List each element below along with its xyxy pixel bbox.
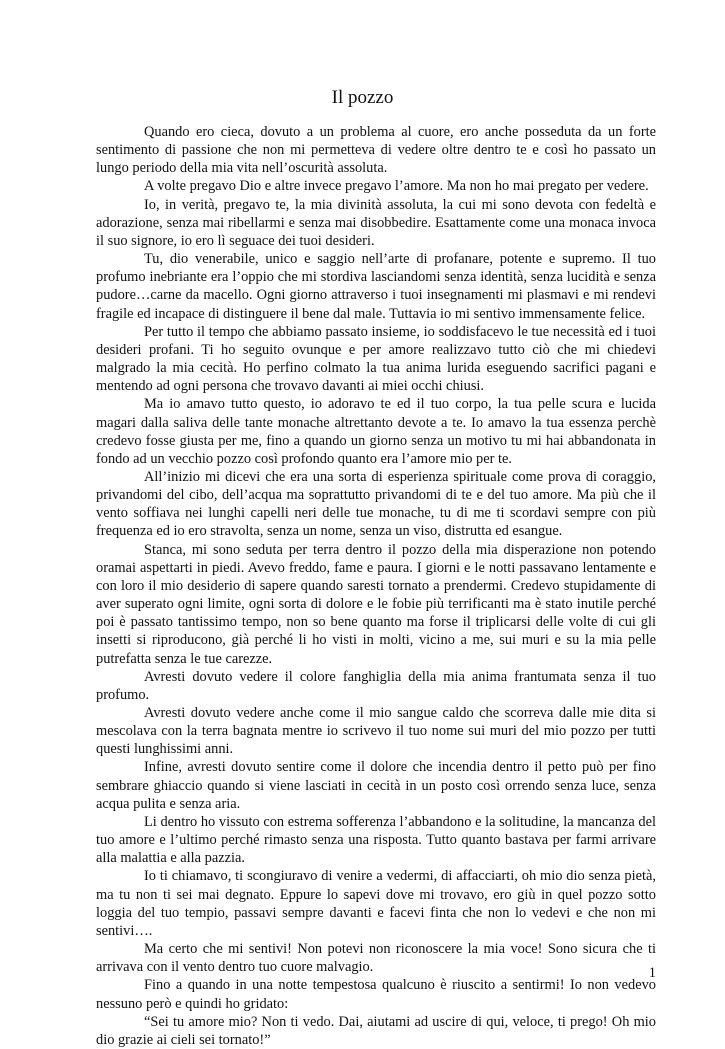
paragraph: Per tutto il tempo che abbiamo passato insieme, io soddisfacevo le tue necessità ed i tuoi desideri profani. Ti ho seguito ovunque e per amore realizzavo tutto ciò che mi chiedevi malgrado la mia cecità. Ho perfino colmato la tua anima lurida eseguendo sacrifici pagani e mentendo ad ogni persona che trovavo davanti ai miei occhi chiusi. bbox=[96, 323, 656, 395]
paragraph: Infine, avresti dovuto sentire come il dolore che incendia dentro il petto può per fino sembrare ghiaccio quando si viene lasciati in cecità in un posto così orrendo senza luce, senza acqua pulita e senza aria. bbox=[96, 759, 656, 812]
paragraph: Avresti dovuto vedere il colore fanghiglia della mia anima frantumata senza il tuo profumo. bbox=[96, 668, 656, 703]
paragraph: Io, in verità, pregavo te, la mia divinità assoluta, la cui mi sono devota con fedeltà e adorazione, senza mai ribellarmi e senza mai disobbedire. Esattamente come una monaca invoca il suo signore, io ero lì seguace dei tuoi desideri. bbox=[96, 196, 656, 249]
paragraph: Ma io amavo tutto questo, io adoravo te ed il tuo corpo, la tua pelle scura e lucida magari dalla saliva delle tante monache altrettanto devote a te. Io amavo la tua essenza perchè credevo fosse giusta per me, fino a quando un giorno senza un motivo tu mi hai abbandonata in fondo ad un vecchio pozzo così profondo quanto era l’amore mio per te. bbox=[96, 396, 656, 467]
paragraph: Stanca, mi sono seduta per terra dentro il pozzo della mia disperazione non potendo oramai aspettarti in piedi. Avevo freddo, fame e paura. I giorni e le notti passavano lentamente e con loro il mio desiderio di sapere quando saresti tornato a prendermi. Credevo stupidamente di aver superato ogni limite, ogni sorta di dolore e le fobie più terrificanti ma è stato inutile perché poi è passato tantissimo tempo, non so bene quanto ma forse il triplicarsi delle volte di cui gli insetti si riproducono, già perché li ho visti in molti, vicino a me, sui muri e su la mia pelle putrefatta senza le tue carezze. bbox=[96, 541, 656, 667]
paragraph: Fino a quando in una notte tempestosa qualcuno è riuscito a sentirmi! Io non vedevo nessuno però e quindi ho gridato: bbox=[96, 977, 656, 1012]
paragraph: Quando ero cieca, dovuto a un problema al cuore, ero anche posseduta da un forte sentimento di passione che non mi permetteva di vedere oltre dentro te e così ho passato un lungo periodo della mia vita nell’oscurità assoluta. bbox=[96, 124, 656, 177]
paragraph: “Sei tu amore mio? Non ti vedo. Dai, aiutami ad uscire di qui, veloce, ti prego! Oh mio dio grazie ai cieli sei tornato!” bbox=[96, 1013, 656, 1048]
paragraph: Ma certo che mi sentivi! Non potevi non riconoscere la mia voce! Sono sicura che ti arrivava con il vento dentro tuo cuore malvagio. bbox=[96, 941, 656, 976]
paragraph: All’inizio mi dicevi che era una sorta di esperienza spirituale come prova di coraggio, privandomi del cibo, dell’acqua ma soprattutto privandomi di te e del tuo amore. Ma più che il vento soffiava nei lunghi capelli neri delle tue monache, tu di me ti scordavi sempre con più frequenza ed io ero stravolta, senza un nome, senza un viso, distrutta ed esangue. bbox=[96, 468, 656, 540]
paragraph: Li dentro ho vissuto con estrema sofferenza l’abbandono e la solitudine, la mancanza del tuo amore e l’ultimo perché rimasto senza una risposta. Tutto quanto bastava per farmi arrivare alla malattia e alla pazzia. bbox=[96, 813, 656, 867]
page-number: 1 bbox=[648, 965, 656, 981]
paragraph: Tu, dio venerabile, unico e saggio nell’arte di profanare, potente e supremo. Il tuo profumo inebriante era l’oppio che mi stordiva lasciandomi senza identità, senza lucidità e senza pudore…carne da macello. Ogni giorno attraverso i tuoi insegnamenti mi plasmavi e mi rendevi fragile ed incapace di distinguere il bene dal male. Tuttavia io mi sentivo immensamente felice. bbox=[96, 251, 656, 322]
document-body bbox=[96, 123, 656, 1049]
paragraph: Io ti chiamavo, ti scongiuravo di venire a vedermi, di affacciarti, oh mio dio senza pietà, ma tu non ti sei mai degnato. Eppure lo sapevi dove mi trovavo, ero giù in quel pozzo sotto loggia del tuo tempio, passavi sempre davanti e facevi finta che non lo vedevi e che non mi sentivi…. bbox=[96, 868, 656, 939]
document-title: Il pozzo bbox=[331, 87, 394, 108]
paragraph: Avresti dovuto vedere anche come il mio sangue caldo che scorreva dalle mie dita si mescolava con la terra bagnata mentre io scrivevo il tuo nome sui muri del mio pozzo per tutti questi lunghissimi anni. bbox=[96, 705, 656, 758]
paragraph: A volte pregavo Dio e altre invece pregavo l’amore. Ma non ho mai pregato per vedere. bbox=[144, 178, 649, 195]
